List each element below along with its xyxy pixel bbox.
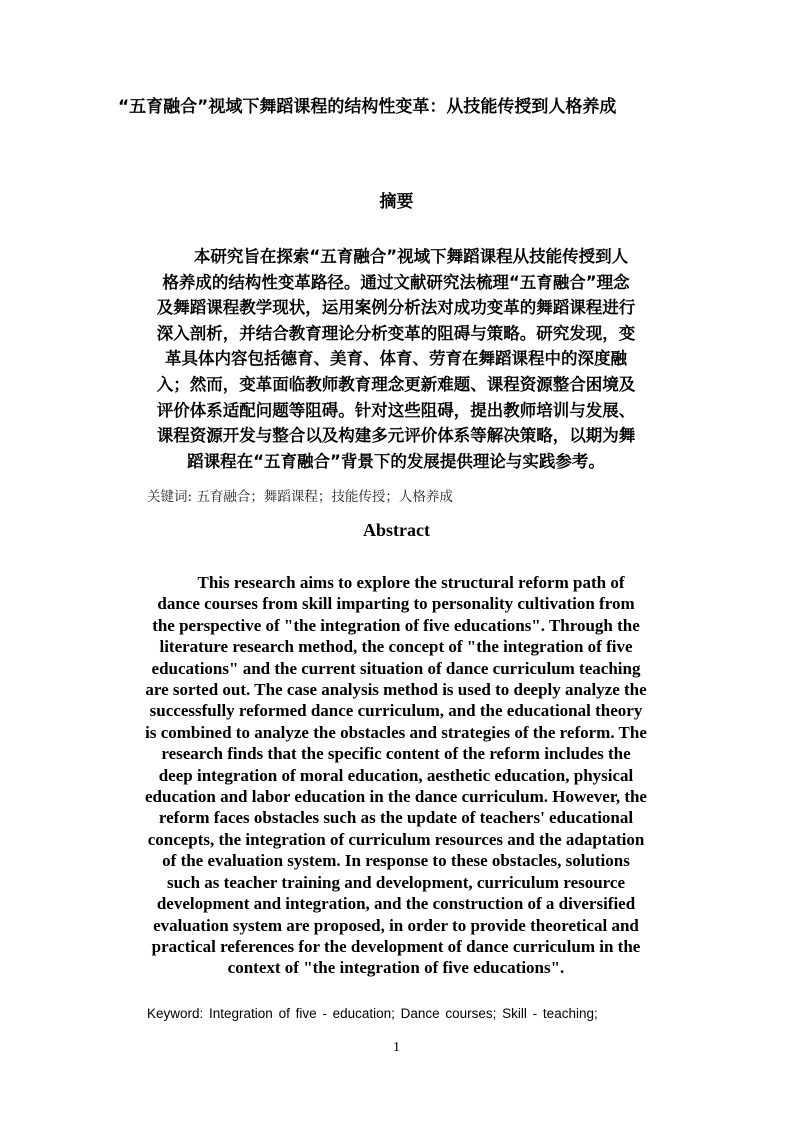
abstract-en-line: concepts, the integration of curriculum resources and the adaptation [147, 829, 645, 849]
abstract-en-line: context of "the integration of five educations". [227, 958, 565, 978]
abstract-en-line: such as teacher training and development, curriculum resource [166, 872, 626, 892]
abstract-en-line: literature research method, the concept of "the integration of five [159, 637, 633, 657]
abstract-en-line: are sorted out. The case analysis method is used to deeply analyze the [145, 680, 647, 700]
abstract-en-line: research finds that the specific content of the reform includes the [161, 744, 631, 764]
abstract-cn-line: 本研究旨在探索“五育融合”视域下舞蹈课程从技能传授到人 [193, 247, 629, 266]
abstract-en-line: deep integration of moral education, aesthetic education, physical [158, 765, 634, 785]
abstract-cn-line: 课程资源开发与整合以及构建多元评价体系等解决策略，以期为舞 [156, 426, 636, 446]
abstract-heading-en: Abstract [363, 520, 430, 540]
abstract-en-line: evaluation system are proposed, in order to provide theoretical and [153, 915, 639, 935]
abstract-body-en [118, 572, 674, 979]
abstract-cn-line: 革具体内容包括德育、美育、体育、劳育在舞蹈课程中的深度融 [165, 349, 627, 369]
abstract-en-line: successfully reformed dance curriculum, and the educational theory [149, 701, 643, 721]
page-number: 1 [393, 1040, 400, 1055]
abstract-en-line: educations" and the current situation of dance curriculum teaching [151, 658, 641, 678]
abstract-en-line: practical references for the development of dance curriculum in the [151, 936, 641, 956]
abstract-cn-line: 蹈课程在“五育融合”背景下的发展提供理论与实践参考。 [187, 451, 605, 471]
abstract-cn-line: 格养成的结构性变革路径。通过文献研究法梳理“五育融合”理念 [162, 272, 630, 292]
abstract-en-line: the perspective of "the integration of five educations". Through the [152, 615, 640, 635]
abstract-en-line: dance courses from skill imparting to personality cultivation from [157, 594, 635, 614]
abstract-en-line: This research aims to explore the structural reform path of [197, 573, 625, 592]
abstract-cn-line: 入；然而，变革面临教师教育理念更新难题、课程资源整合困境及 [156, 374, 636, 394]
abstract-cn-line: 评价体系适配问题等阻碍。针对这些阻碍，提出教师培训与发展、 [156, 400, 636, 420]
abstract-en-line: education and labor education in the dance curriculum. However, the [145, 787, 647, 807]
abstract-en-line: reform faces obstacles such as the update of teachers' educational [158, 808, 634, 828]
keywords-en: Keyword: Integration of five - education; Dance courses; Skill - teaching; [147, 1006, 598, 1021]
abstract-cn-line: 及舞蹈课程教学现状，运用案例分析法对成功变革的舞蹈课程进行 [156, 298, 636, 318]
abstract-en-line: of the evaluation system. In response to these obstacles, solutions [162, 851, 630, 871]
abstract-cn-line: 深入剖析，并结合教育理论分析变革的阻碍与策略。研究发现，变 [156, 323, 636, 343]
keywords-cn: 关键词: 五育融合；舞蹈课程；技能传授；人格养成 [147, 489, 453, 505]
abstract-heading-cn: 摘要 [379, 192, 414, 212]
paper-title: “五育融合”视域下舞蹈课程的结构性变革：从技能传授到人格养成 [118, 97, 617, 117]
abstract-en-line: development and integration, and the construction of a diversified [156, 894, 636, 914]
abstract-body-cn [118, 244, 674, 474]
abstract-en-line: is combined to analyze the obstacles and strategies of the reform. The [145, 722, 647, 742]
